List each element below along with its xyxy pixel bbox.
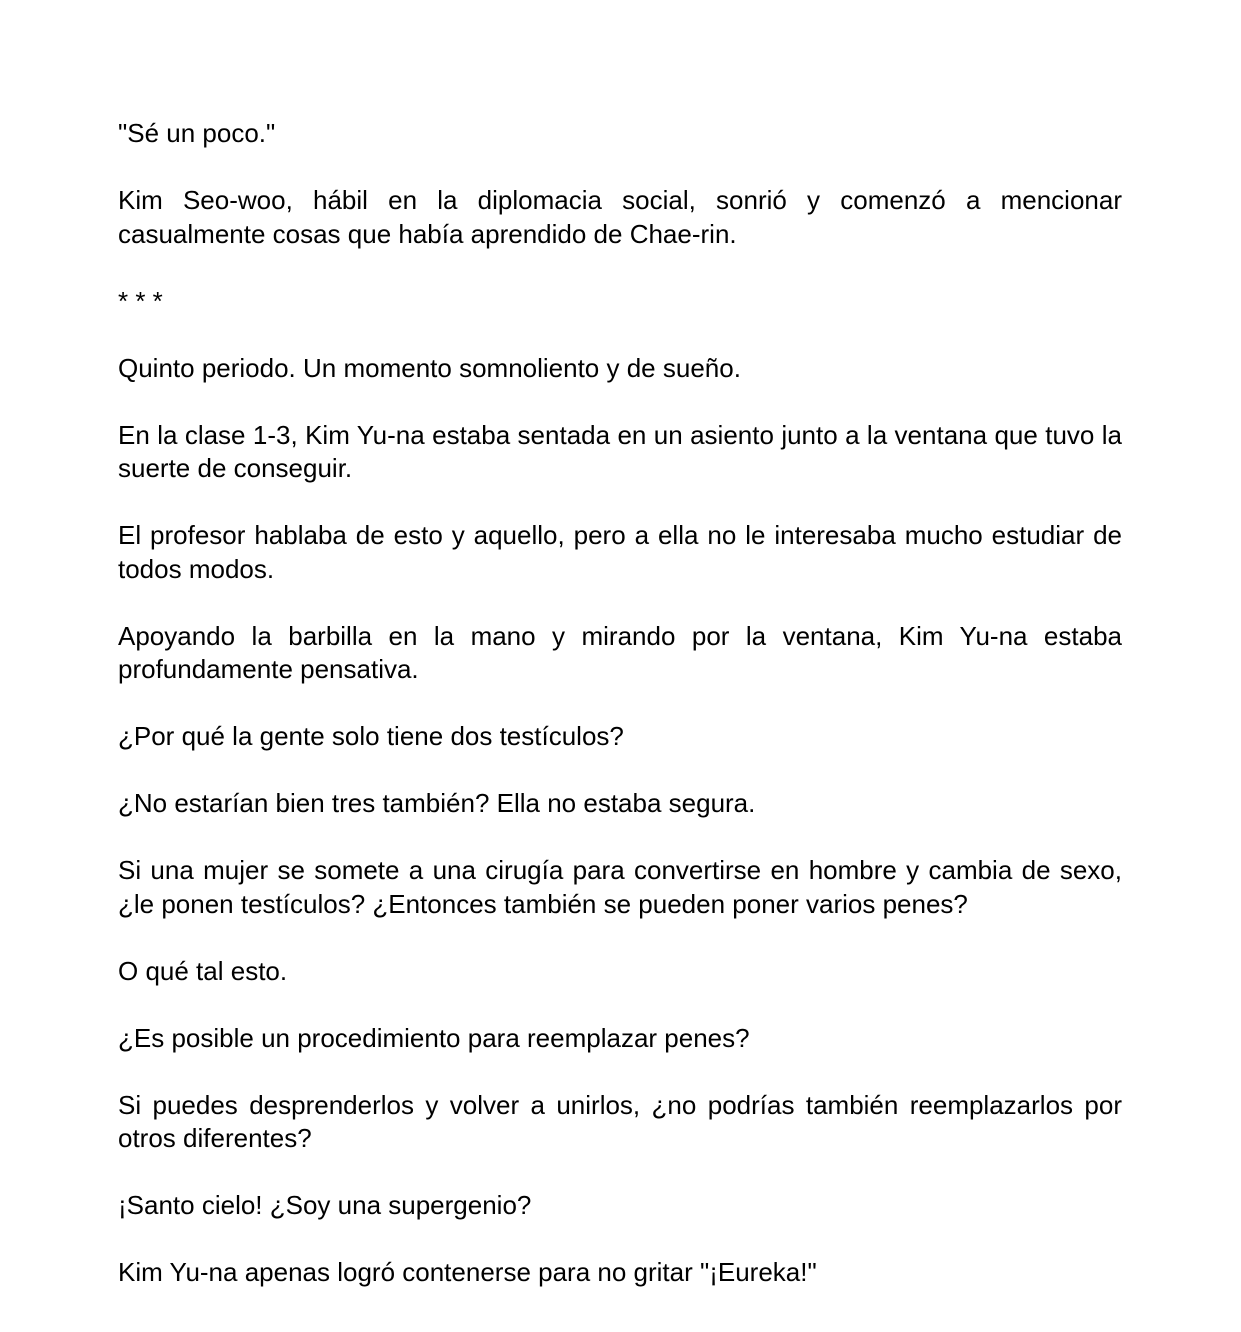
paragraph: Kim Seo-woo, hábil en la diplomacia social, sonrió y comenzó a mencionar casualmente cosas que había aprendido de Chae-rin. bbox=[118, 185, 1122, 249]
paragraph: Si una mujer se somete a una cirugía para convertirse en hombre y cambia de sexo, ¿le ponen testículos? ¿Entonces también se pueden poner varios penes? bbox=[118, 855, 1122, 919]
paragraph: O qué tal esto. bbox=[118, 955, 288, 986]
paragraph: Si puedes desprenderlos y volver a unirlos, ¿no podrías también reemplazarlos por otros diferentes? bbox=[118, 1089, 1122, 1153]
scene-break: * * * bbox=[118, 285, 163, 316]
paragraph: ¿No estarían bien tres también? Ella no estaba segura. bbox=[118, 788, 756, 818]
paragraph: En la clase 1-3, Kim Yu-na estaba sentada en un asiento junto a la ventana que tuvo la suerte de conseguir. bbox=[118, 419, 1122, 483]
paragraph: Apoyando la barbilla en la mano y mirando por la ventana, Kim Yu-na estaba profundamente pensativa. bbox=[118, 620, 1122, 684]
paragraph: Kim Yu-na apenas logró contenerse para no gritar "¡Eureka!" bbox=[118, 1257, 817, 1287]
paragraph: "Sé un poco." bbox=[118, 118, 276, 148]
text-body bbox=[118, 117, 1122, 1290]
paragraph: Quinto periodo. Un momento somnoliento y de sueño. bbox=[118, 352, 741, 383]
paragraph: ¿Es posible un procedimiento para reemplazar penes? bbox=[118, 1022, 750, 1053]
paragraph: ¡Santo cielo! ¿Soy una supergenio? bbox=[118, 1190, 532, 1220]
paragraph: El profesor hablaba de esto y aquello, pero a ella no le interesaba mucho estudiar de todos modos. bbox=[118, 520, 1122, 584]
paragraph: ¿Por qué la gente solo tiene dos testículos? bbox=[118, 721, 624, 751]
